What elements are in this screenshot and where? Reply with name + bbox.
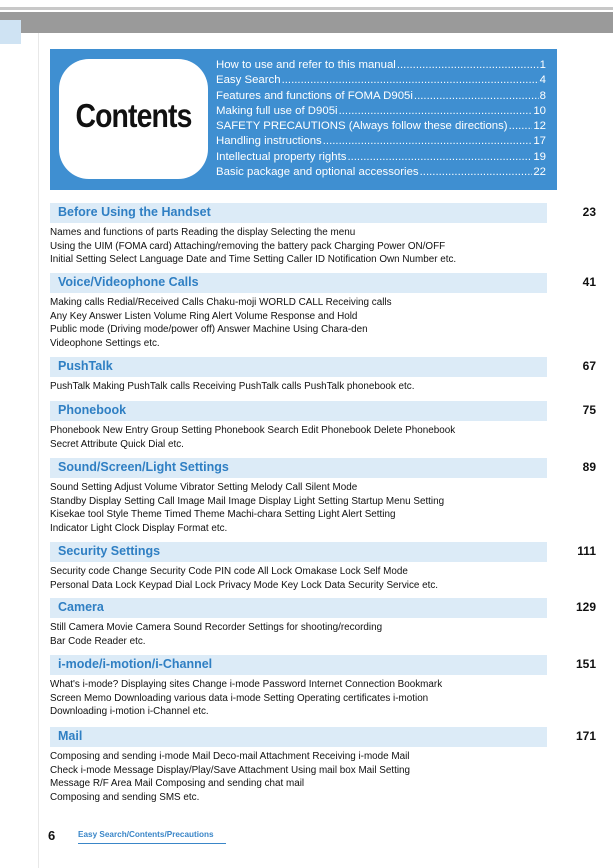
chapter-topic-line: Any Key Answer Listen Volume Ring Alert Volume Response and Hold bbox=[50, 310, 358, 322]
chapter-topic-line: Initial Setting Select Language Date and Time Setting Caller ID Notification Own Number etc. bbox=[50, 254, 457, 266]
toc-item[interactable] bbox=[216, 150, 546, 165]
chapter-header[interactable] bbox=[50, 203, 596, 223]
chapter-topic-line: Public mode (Driving mode/power off) Answer Machine Using Chara-den bbox=[50, 324, 368, 336]
toc-item-title: SAFETY PRECAUTIONS (Always follow these directions) bbox=[216, 120, 508, 133]
chapter-topic-line: Standby Display Setting Call Image Mail Image Display Light Setting Startup Menu Setting bbox=[50, 495, 445, 507]
chapter-header[interactable] bbox=[50, 655, 596, 675]
toc-item[interactable] bbox=[216, 73, 546, 88]
chapter-title: Mail bbox=[58, 729, 83, 743]
chapter-section bbox=[50, 357, 596, 394]
chapter-title: Sound/Screen/Light Settings bbox=[58, 460, 229, 474]
toc-item-title: Making full use of D905i bbox=[216, 104, 338, 117]
chapter-title: Security Settings bbox=[58, 544, 161, 558]
toc-leader bbox=[323, 134, 533, 149]
chapter-topics bbox=[50, 421, 547, 451]
chapter-topic-line: Names and functions of parts Reading the display Selecting the menu bbox=[50, 227, 356, 238]
toc-item-title: Handling instructions bbox=[216, 135, 322, 148]
chapter-page: 171 bbox=[575, 729, 596, 743]
chapter-topic-line: Phonebook New Entry Group Setting Phonebook Search Edit Phonebook Delete Phonebook bbox=[50, 425, 456, 436]
header-stripe bbox=[0, 7, 613, 10]
toc-item-page: 12 bbox=[533, 120, 546, 133]
toc-leader bbox=[339, 104, 533, 119]
toc-item[interactable] bbox=[216, 165, 546, 180]
chapter-title: i-mode/i-motion/i-Channel bbox=[58, 657, 213, 671]
chapter-topic-line: Personal Data Lock Keypad Dial Lock Privacy Mode Key Lock Data Security Service etc. bbox=[50, 579, 439, 591]
chapter-topic-line: Making calls Redial/Received Calls Chaku-moji WORLD CALL Receiving calls bbox=[50, 297, 392, 308]
toc-item-page: 8 bbox=[539, 89, 546, 102]
chapter-page: 151 bbox=[575, 657, 596, 671]
chapter-header[interactable] bbox=[50, 542, 596, 562]
chapter-topic-line: Message R/F Area Mail Composing and sending chat mail bbox=[50, 778, 305, 790]
chapter-section bbox=[50, 655, 596, 719]
chapter-header[interactable] bbox=[50, 458, 596, 478]
header-band bbox=[0, 12, 613, 33]
chapter-topic-line: Indicator Light Clock Display Format etc. bbox=[50, 523, 228, 535]
toc-item-title: Basic package and optional accessories bbox=[216, 166, 419, 179]
chapter-topics bbox=[50, 618, 547, 648]
chapter-topic-line: Secret Attribute Quick Dial etc. bbox=[50, 438, 184, 450]
toc-item-page: 19 bbox=[533, 150, 546, 163]
toc-item[interactable] bbox=[216, 104, 546, 119]
chapter-page: 129 bbox=[575, 600, 596, 614]
chapter-page: 23 bbox=[582, 205, 596, 219]
chapter-topic-line: What's i-mode? Displaying sites Change i-mode Password Internet Connection Bookmark bbox=[50, 679, 443, 690]
toc-leader bbox=[420, 165, 533, 180]
chapter-title: PushTalk bbox=[58, 359, 113, 373]
chapter-topic-line: PushTalk Making PushTalk calls Receiving PushTalk calls PushTalk phonebook etc. bbox=[50, 381, 415, 392]
toc-item-title: Intellectual property rights bbox=[216, 150, 347, 163]
toc-item[interactable] bbox=[216, 58, 546, 73]
chapter-topics bbox=[50, 293, 547, 351]
chapter-page: 41 bbox=[582, 275, 596, 289]
toc-leader bbox=[509, 119, 533, 134]
toc-item-title: Features and functions of FOMA D905i bbox=[216, 89, 413, 102]
page-number: 6 bbox=[48, 828, 56, 843]
chapter-topic-line: Security code Change Security Code PIN code All Lock Omakase Lock Self Mode bbox=[50, 566, 408, 577]
chapter-topics bbox=[50, 377, 547, 394]
contents-logo-text: Contents bbox=[75, 97, 192, 134]
chapter-page: 75 bbox=[582, 403, 596, 417]
toc-item-page: 22 bbox=[533, 166, 546, 179]
chapter-page: 89 bbox=[582, 460, 596, 474]
chapter-topic-line: Using the UIM (FOMA card) Attaching/removing the battery pack Charging Power ON/OFF bbox=[50, 240, 446, 252]
chapter-header[interactable] bbox=[50, 598, 596, 618]
chapter-page: 111 bbox=[577, 544, 596, 558]
chapter-topic-line: Downloading i-motion i-Channel etc. bbox=[50, 706, 209, 718]
chapter-topic-line: Composing and sending i-mode Mail Deco-mail Attachment Receiving i-mode Mail bbox=[50, 751, 410, 762]
chapter-topic-line: Kisekae tool Style Theme Timed Theme Machi-chara Setting Light Alert Setting bbox=[50, 509, 396, 521]
chapter-topic-line: Bar Code Reader etc. bbox=[50, 635, 146, 647]
toc-item-page: 17 bbox=[533, 135, 546, 148]
toc-list bbox=[216, 58, 546, 180]
contents-logo bbox=[59, 59, 208, 179]
chapter-page: 67 bbox=[582, 359, 596, 373]
toc-leader bbox=[347, 150, 532, 165]
chapter-topics bbox=[50, 562, 547, 592]
chapter-topics bbox=[50, 478, 547, 536]
toc-leader bbox=[414, 89, 539, 104]
toc-leader bbox=[282, 73, 539, 88]
chapter-topics bbox=[50, 747, 547, 805]
chapter-section bbox=[50, 727, 596, 805]
toc-item-page: 10 bbox=[533, 104, 546, 117]
chapter-section bbox=[50, 598, 596, 648]
toc-item[interactable] bbox=[216, 119, 546, 134]
chapter-section bbox=[50, 203, 596, 267]
chapter-topic-line: Sound Setting Adjust Volume Vibrator Setting Melody Call Silent Mode bbox=[50, 482, 358, 493]
footer-underline bbox=[78, 843, 226, 844]
toc-item-page: 4 bbox=[539, 74, 546, 87]
chapter-title: Before Using the Handset bbox=[58, 205, 211, 219]
toc-leader bbox=[397, 58, 539, 73]
chapter-topics bbox=[50, 675, 547, 719]
toc-item-title: How to use and refer to this manual bbox=[216, 59, 396, 71]
chapter-header[interactable] bbox=[50, 273, 596, 293]
chapter-topics bbox=[50, 223, 547, 267]
chapter-section bbox=[50, 401, 596, 451]
chapter-header[interactable] bbox=[50, 401, 596, 421]
chapter-title: Camera bbox=[58, 600, 104, 614]
chapter-header[interactable] bbox=[50, 357, 596, 377]
toc-item[interactable] bbox=[216, 89, 546, 104]
chapter-header[interactable] bbox=[50, 727, 596, 747]
chapter-section bbox=[50, 542, 596, 592]
chapter-topic-line: Still Camera Movie Camera Sound Recorder Settings for shooting/recording bbox=[50, 622, 383, 633]
toc-item-title: Easy Search bbox=[216, 74, 281, 87]
chapter-topic-line: Check i-mode Message Display/Play/Save Attachment Using mail box Mail Setting bbox=[50, 764, 411, 776]
side-tab bbox=[0, 20, 21, 44]
chapter-topic-line: Screen Memo Downloading various data i-mode Setting Operating certificates i-motion bbox=[50, 692, 429, 704]
chapter-section bbox=[50, 458, 596, 536]
toc-item[interactable] bbox=[216, 134, 546, 149]
footer-link[interactable]: Easy Search/Contents/Precautions bbox=[78, 830, 214, 839]
chapter-topic-line: Videophone Settings etc. bbox=[50, 338, 160, 350]
chapter-section bbox=[50, 273, 596, 351]
toc-item-page: 1 bbox=[539, 59, 546, 71]
chapter-title: Phonebook bbox=[58, 403, 127, 417]
chapter-topic-line: Composing and sending SMS etc. bbox=[50, 792, 200, 804]
chapter-title: Voice/Videophone Calls bbox=[58, 275, 199, 289]
